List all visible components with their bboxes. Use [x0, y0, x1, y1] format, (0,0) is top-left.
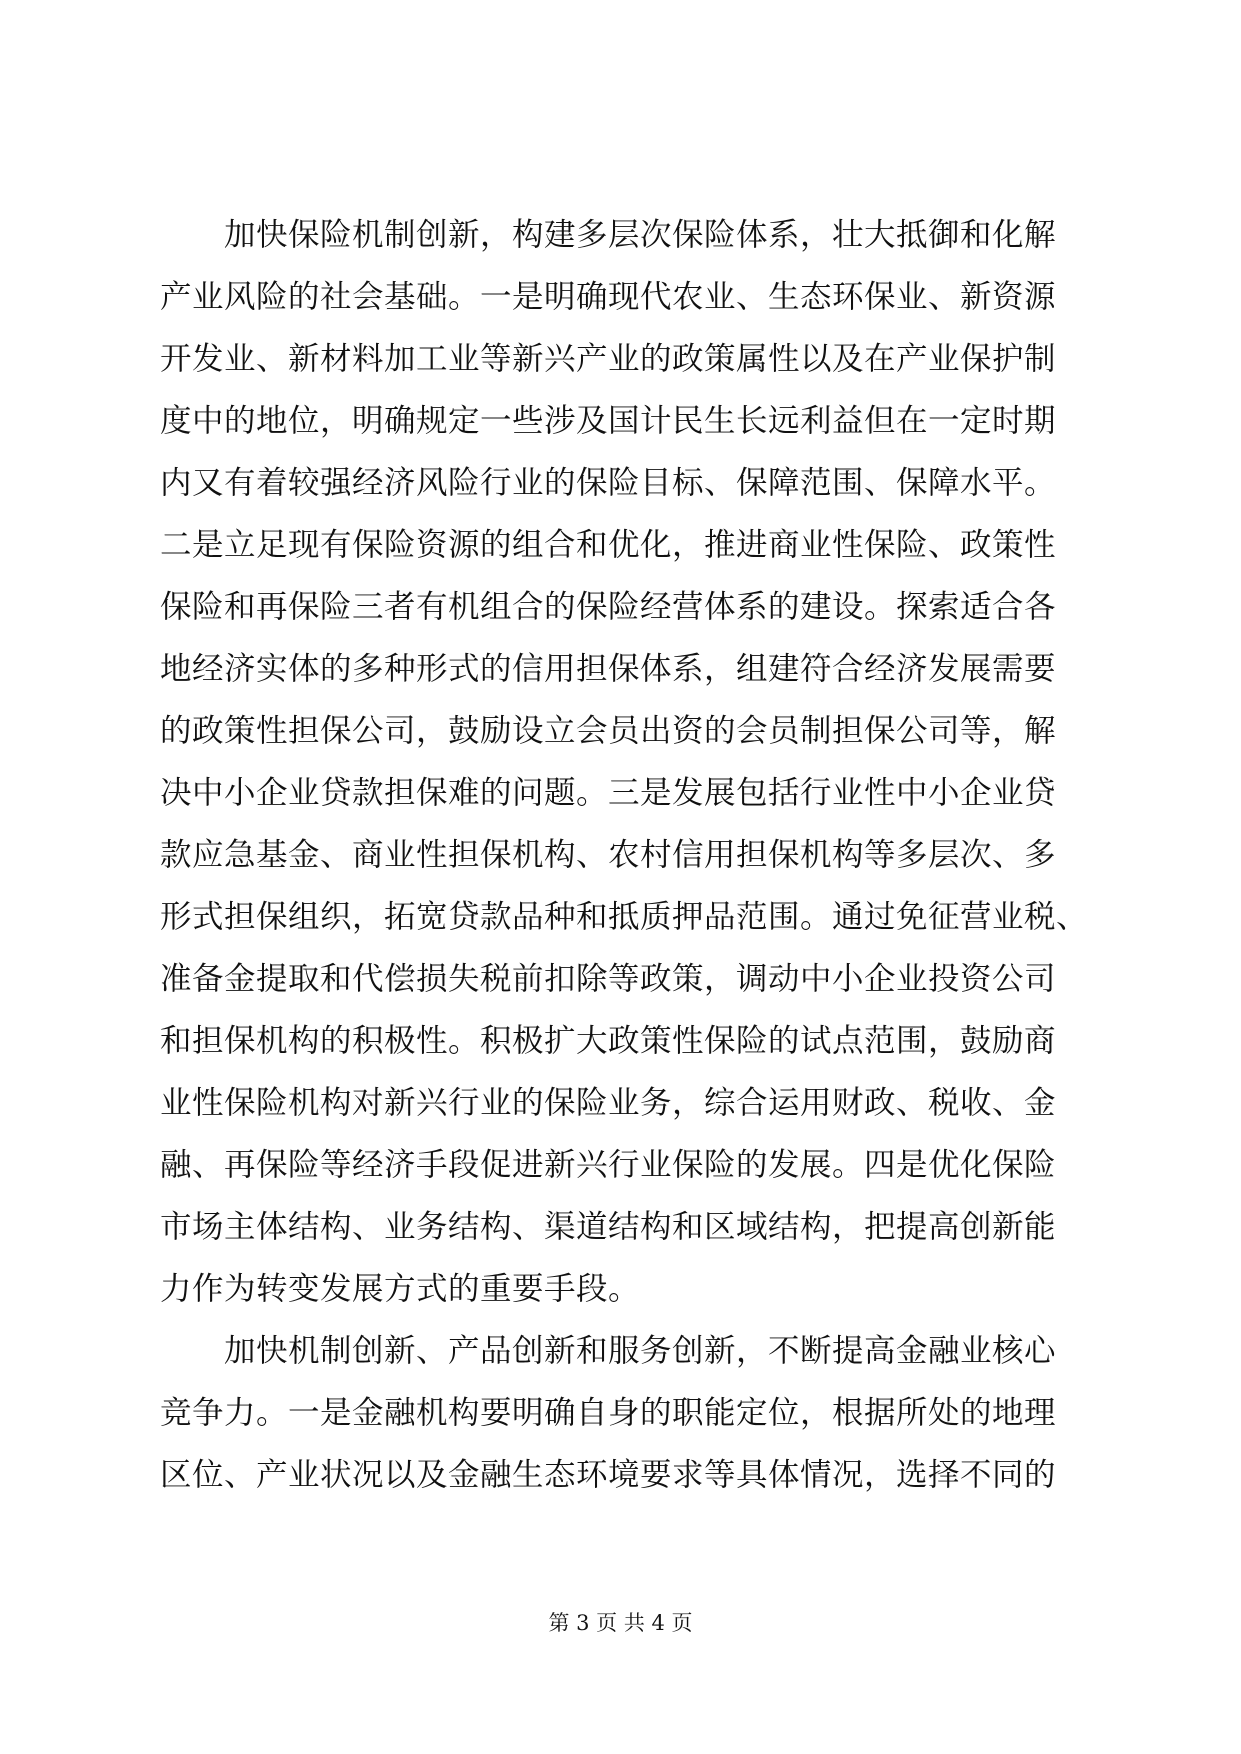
document-body [160, 204, 1089, 1506]
paragraph-1-line-1: 加快保险机制创新，构建多层次保险体系，壮大抵御和化解 [224, 217, 1057, 253]
paragraph-1-line-9: 的政策性担保公司，鼓励设立会员出资的会员制担保公司等，解 [160, 713, 1057, 749]
paragraph-2-line-2: 竞争力。一是金融机构要明确自身的职能定位，根据所处的地理 [160, 1395, 1057, 1431]
paragraph-1-line-11: 款应急基金、商业性担保机构、农村信用担保机构等多层次、多 [160, 837, 1057, 873]
page-number-footer: 第 3 页 共 4 页 [548, 1611, 693, 1635]
paragraph-1-line-4: 度中的地位，明确规定一些涉及国计民生长远利益但在一定时期 [160, 403, 1057, 439]
paragraph-1-line-12: 形式担保组织，拓宽贷款品种和抵质押品范围。通过免征营业税、 [160, 899, 1089, 935]
paragraph-1-line-14: 和担保机构的积极性。积极扩大政策性保险的试点范围，鼓励商 [160, 1023, 1057, 1059]
paragraph-1-line-2: 产业风险的社会基础。一是明确现代农业、生态环保业、新资源 [160, 279, 1057, 315]
paragraph-1-line-7: 保险和再保险三者有机组合的保险经营体系的建设。探索适合各 [160, 589, 1057, 625]
paragraph-2-line-3: 区位、产业状况以及金融生态环境要求等具体情况，选择不同的 [160, 1457, 1057, 1493]
paragraph-1-line-10: 决中小企业贷款担保难的问题。三是发展包括行业性中小企业贷 [160, 775, 1057, 811]
paragraph-1-line-13: 准备金提取和代偿损失税前扣除等政策，调动中小企业投资公司 [160, 961, 1057, 997]
paragraph-1-line-5: 内又有着较强经济风险行业的保险目标、保障范围、保障水平。 [160, 465, 1057, 501]
paragraph-1-line-6: 二是立足现有保险资源的组合和优化，推进商业性保险、政策性 [160, 527, 1057, 563]
paragraph-1-line-16: 融、再保险等经济手段促进新兴行业保险的发展。四是优化保险 [160, 1147, 1057, 1183]
paragraph-1-line-15: 业性保险机构对新兴行业的保险业务，综合运用财政、税收、金 [160, 1085, 1057, 1121]
paragraph-2-line-1: 加快机制创新、产品创新和服务创新，不断提高金融业核心 [224, 1333, 1057, 1369]
paragraph-1-line-17: 市场主体结构、业务结构、渠道结构和区域结构，把提高创新能 [160, 1209, 1057, 1245]
paragraph-1-line-18: 力作为转变发展方式的重要手段。 [160, 1271, 641, 1307]
paragraph-1-line-3: 开发业、新材料加工业等新兴产业的政策属性以及在产业保护制 [160, 341, 1057, 377]
paragraph-1-line-8: 地经济实体的多种形式的信用担保体系，组建符合经济发展需要 [160, 651, 1057, 687]
